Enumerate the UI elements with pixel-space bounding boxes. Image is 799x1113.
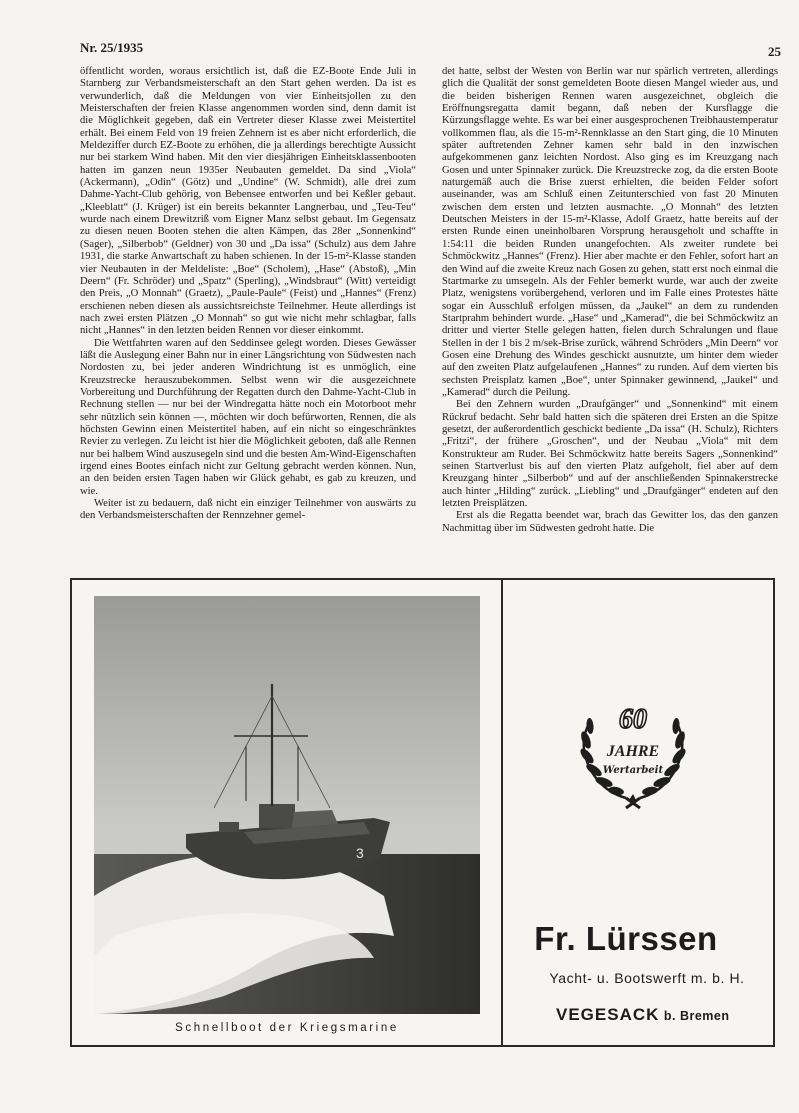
paragraph: det hatte, selbst der Westen von Berlin war nur spärlich vertreten, allerdings glich die Qualität der sonst gemeldeten Boote diesen Mangel wieder aus, und die beiden bisherigen Rennen waren ausgezeichnet, obgleich die Eröffnungsregatta damit begann, daß neben der Kursflagge die Kürzungsflagge wehte. Es war bei einer ausgesprochenen Treibhaustemperatur vollkommen flau, als die 15-m²-Rennklasse an den Start ging, die 10 Minuten später auftretenden Zehner kamen sehr bald in den inzwischen aufgekommenen ganz leichten Nordost. Also ging es im Kreuzgang nach Gosen und unter Spinnaker zurück. Die Kreuzstrecke zog, da die ersten Boote naturgemäß auch die Brise zuerst erhielten, die beiden Felder sofort auseinander, was am Schluß einen Zeitunterschied von fast 20 Minuten zwischen dem ersten und letzten ausmachte. „O Monnah“ des letzten Deutschen Meisters in der 15-m²-Klasse, Adolf Graetz, hatte bereits auf der ersten Runde einen uneinholbaren Vorsprung herausgeholt und schaffte in 1:54:11 die beiden Runden unangefochten. Als zweiter rundete bei Schmöckwitz „Hannes“ (Frenz). Hier aber machte er den Fehler, sofort hart an den Wind auf die zweite Kreuz nach Gosen zu gehen, statt erst noch einmal die Startmarke zu umsegeln. Als der Fehler bemerkt wurde, war auch der zweite Platz, wenigstens vorübergehend, verloren und im Falle eines Protestes hätte sogar ein Ausschluß erfolgen müssen, da „Jaukel“ an dem zu rundenden Startprahm behindert wurde. „Hase“ und „Kamerad“, die bei Schmöckwitz an dritter und vierter Stelle gelegen hatten, fielen durch Schralungen und flaue Stellen in der 1 bis 2 m/sek-Brise zurück, während Schröders „Min Deern“ vor Gosen eine Drehung des Windes geschickt ausnutzte, um hinter dem wieder auf den zweiten Platz aufgelaufenen „Hannes“ zu runden. Auf dem vierten bis sechsten Preisplatz kamen „Boe“, unter Spinnaker gewinnend, „Jaukel“ und „Kamerad“ durch die Peilung.	[442, 66, 778, 398]
photo-caption: Schnellboot der Kriegsmarine	[175, 1022, 399, 1034]
ad-divider	[501, 580, 503, 1045]
paragraph: Bei den Zehnern wurden „Draufgänger“ und „Sonnenkind“ mit einem Rückruf bedacht. Sehr bald hatten sich die späteren drei Ersten an die Spitze gesetzt, der außerordentlich geschickt bediente „Da issa“ (H. Schulz), Richters „Fritzi“, der frühere „Groschen“, und der Neubau „Viola“ mit dem Konstrukteur am Ruder. Bei Schmöckwitz hatte bereits Sagers „Sonnenkind“ seinen Startverlust bis auf den vierten Platz aufgeholt, fiel aber auf dem Kreuzgang hinter „Silberbob“ und auf der anschließenden Spinnakerstrecke auch hinter „Hilding“ zurück. „Liebling“ und „Draufgänger“ endeten auf den letzten Preisplätzen.	[442, 399, 778, 510]
page-number: 25	[768, 44, 781, 59]
page-header-issue: Nr. 25/1935	[80, 40, 144, 55]
article-column-right	[442, 66, 778, 535]
paragraph: Erst als die Regatta beendet war, brach das Gewitter los, das den ganzen Nachmittag über im Südwesten gedroht hatte. Die	[442, 510, 778, 534]
article-column-left	[80, 66, 416, 523]
anniversary-emblem	[574, 700, 692, 810]
emblem-number: 60	[619, 704, 647, 735]
paragraph: Weiter ist zu bedauern, daß nicht ein einziger Teilnehmer von auswärts zu den Verbandsmeisterschaften der Rennzehner gemel-	[80, 498, 416, 522]
speedboat-photo-illustration	[94, 596, 480, 1014]
paragraph: Die Wettfahrten waren auf den Seddinsee gelegt worden. Dieses Gewässer läßt die Auslegung einer Bahn nur in einer Längsrichtung von Südwesten nach Nordosten zu, bei jeder anderen Windrichtung ist es unmöglich, eine Kreuzstrecke herauszubekommen. Selbst wenn wir die ausgezeichnete Vorbereitung und Durchführung der Regatten durch den Dahme-Yacht-Club in Rechnung stellen — nur bei der Windregatta hätte noch ein Motorboot mehr sehr nützlich sein können —, möchten wir doch befürworten, Rennen, die als höchsten Gewinn einen Meistertitel haben, auf ein nicht so eingeschränktes Revier zu verlegen. Zu leicht ist hier die Möglichkeit geboten, daß alle Rennen nur bei halbem Wind auszusegeln sind und die besten Am-Wind-Eigenschaften irgend eines Bootes einfach nicht zur Geltung gebracht werden können. Nun, an den beiden ersten Tagen haben wir Glück gehabt, es gab zu kreuzen, und wie.	[80, 337, 416, 497]
company-location	[556, 1005, 730, 1025]
hull-number: 3	[356, 845, 364, 861]
location-city: VEGESACK	[556, 1005, 660, 1024]
emblem-subtext: Wertarbeit	[602, 765, 664, 776]
advertisement	[70, 578, 775, 1047]
paragraph: öffentlicht worden, woraus ersichtlich ist, daß die EZ-Boote Ende Juli in Starnberg zur Verbandsmeisterschaft an den Start gehen werden. Da ist es verwunderlich, daß die Meldungen von vier Einheitsjollen zu den Meisterschaften der freien Klasse angenommen worden sind, denn damit ist die Möglichkeit gegeben, daß ein Vertreter dieser Klasse zwei Meistertitel erhält. Bei einem Feld von 19 freien Zehnern ist es aber nicht erforderlich, die Meldeziffer durch EZ-Boote zu erhöhen, die ja allerdings berechtigte Aussicht nur bei starkem Wind haben. Mit den vier diesjährigen Einheitsklassenbooten hatten im ganzen neun 1935er Neubauten gemeldet. Da sind „Viola“ (Ackermann), „Odin“ (Götz) und „Undine“ (W. Schmidt), alle drei zum Dahme-Yacht-Club gehörig, von Bebensee entworfen und bei Keßler gebaut. „Kleeblatt“ (J. Krüger) ist ein bereits bekannter Langnerbau, und „Teu-Teu“ wurde nach einem Drewitzriß vom Eigner Manz selbst gebaut. Im Gegensatz zu diesen neuen Booten stehen die alten Kämpen, das 28er „Sonnenkind“ (Sager), „Silberbob“ (Geldner) von 30 und „Da issa“ (Schulz) aus dem Jahre 1931, die starke Anwartschaft zu haben schienen. In der 15-m²-Klasse standen vier Neubauten in der Meldeliste: „Boe“ (Scholem), „Hase“ (Abstoß), „Min Deern“ (Fr. Schröder) und „Spatz“ (Sperling), „Windsbraut“ (Witt) verteidigt den Preis, „O Monnah“ (Graetz), „Paule-Paule“ (Feist) und „Hannes“ (Frenz) erschienen neben diesen als aussichtsreichste Teilnehmer. Heute allerdings ist nach zwei ersten Plätzen „O Monnah“ so gut wie nicht mehr schlagbar, falls nicht „Hannes“ in den letzten beiden Rennen vor dieser einkommt.	[80, 66, 416, 337]
emblem-text: JAHRE	[606, 743, 660, 760]
boat-photo	[94, 596, 480, 1014]
company-name: Fr. Lürssen	[534, 920, 718, 957]
location-region: b. Bremen	[663, 1009, 730, 1023]
company-subtitle: Yacht- u. Bootswerft m. b. H.	[549, 970, 745, 986]
